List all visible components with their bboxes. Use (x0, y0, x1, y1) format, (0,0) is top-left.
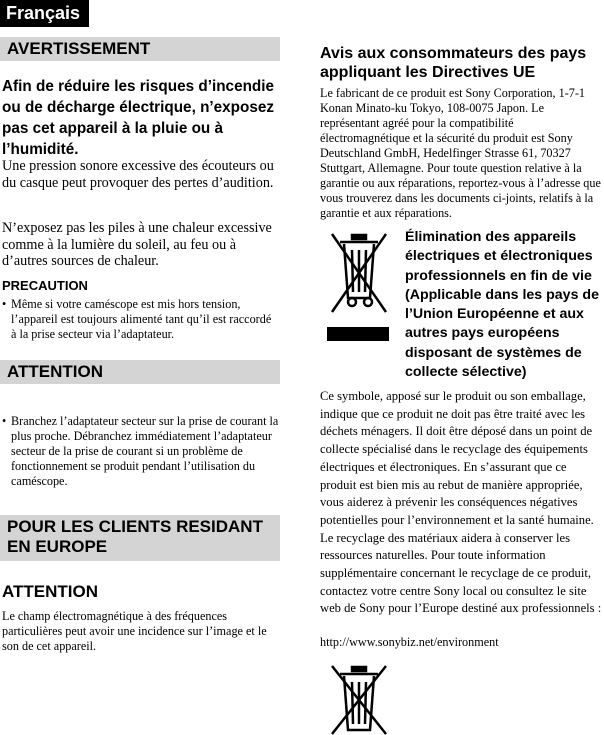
environment-url: http://www.sonybiz.net/environment (320, 635, 499, 649)
precaution-text: Même si votre caméscope est mis hors tension, l’appareil est toujours alimenté tant qu’il est raccordé à la prise secteur via l’adaptateur. (11, 297, 272, 341)
pressure-warning: Une pression sonore excessive des écouteurs ou du casque peut provoquer des pertes d’audition. (2, 158, 274, 191)
avis-header-line2: appliquant les Directives UE (320, 64, 536, 81)
language-tab: Français (0, 0, 89, 27)
bullet-dot: • (2, 297, 7, 311)
weee-header: Élimination des appareils électriques et électroniques professionnels en fin de vie (Applicable dans les pays de l’Union Européenne et aux autres pays européens disposant de systèmes de collecte sélective) (405, 229, 599, 381)
avis-header (320, 44, 604, 82)
crossed-bin-icon (330, 232, 388, 316)
warning-bold-text: Afin de réduire les risques d’incendie ou de décharge électrique, n’exposez pas cet appareil à la pluie ou à l’humidité. (2, 78, 275, 158)
bullet-dot: • (2, 414, 7, 428)
weee-text: Ce symbole, apposé sur le produit ou son emballage, indique que ce produit ne doit pas être traité avec les déchets ménagers. Il doit être déposé dans un point de collecte spécialisé dans le recyclage des équipements électriques et électroniques. En s’assurant que ce produit est bien mis au rebut de manière appropriée, vous aiderez à prévenir les conséquences négatives potentielles pour l’environnement et la santé humaine. Le recyclage des matériaux aidera à conserver les ressources naturelles. Pour toute information supplémentaire concernant le recyclage de ce produit, contactez votre centre Sony local ou consultez le site web de Sony pour l’Europe destiné aux professionnels : (320, 389, 602, 616)
clients-header-line2: EN EUROPE (7, 537, 108, 556)
avis-header-line1: Avis aux consommateurs des pays (320, 45, 587, 62)
batteries-warning: N’exposez pas les piles à une chaleur excessive comme à la lumière du soleil, au feu ou à d’autres sources de chaleur. (2, 220, 272, 269)
emf-text: Le champ électromagnétique à des fréquences particulières peut avoir une incidence sur l’image et le son de cet appareil. (2, 609, 267, 653)
clients-europe-header (0, 515, 280, 561)
weee-black-bar (327, 327, 389, 341)
crossed-bin-icon (330, 664, 388, 735)
clients-header-line1: POUR LES CLIENTS RESIDANT (7, 517, 263, 536)
precaution-label: PRECAUTION (2, 278, 88, 293)
avertissement-header: AVERTISSEMENT (0, 37, 280, 61)
manufacturer-text: Le fabricant de ce produit est Sony Corporation, 1-7-1 Konan Minato-ku Tokyo, 108-0075 Japon. Le représentant agréé pour la compatibilité électromagnétique et la sécurité du produit est Sony Deutschland GmbH, Hedelfinger Strasse 61, 70327 Stuttgart, Allemagne. Pour toute question relative à la garantie ou aux réparations, reportez-vous à l’adresse que vous trouverez dans les documents ci-joints, relatifs à la garantie et aux réparations. (320, 86, 601, 220)
attention-text: Branchez l’adaptateur secteur sur la prise de courant la plus proche. Débranchez immédiatement l’adaptateur secteur de la prise de courant si un problème de fonctionnement se produit pendant l’utilisation du caméscope. (11, 414, 279, 488)
attention-label: ATTENTION (2, 582, 99, 601)
attention-header: ATTENTION (0, 360, 280, 384)
